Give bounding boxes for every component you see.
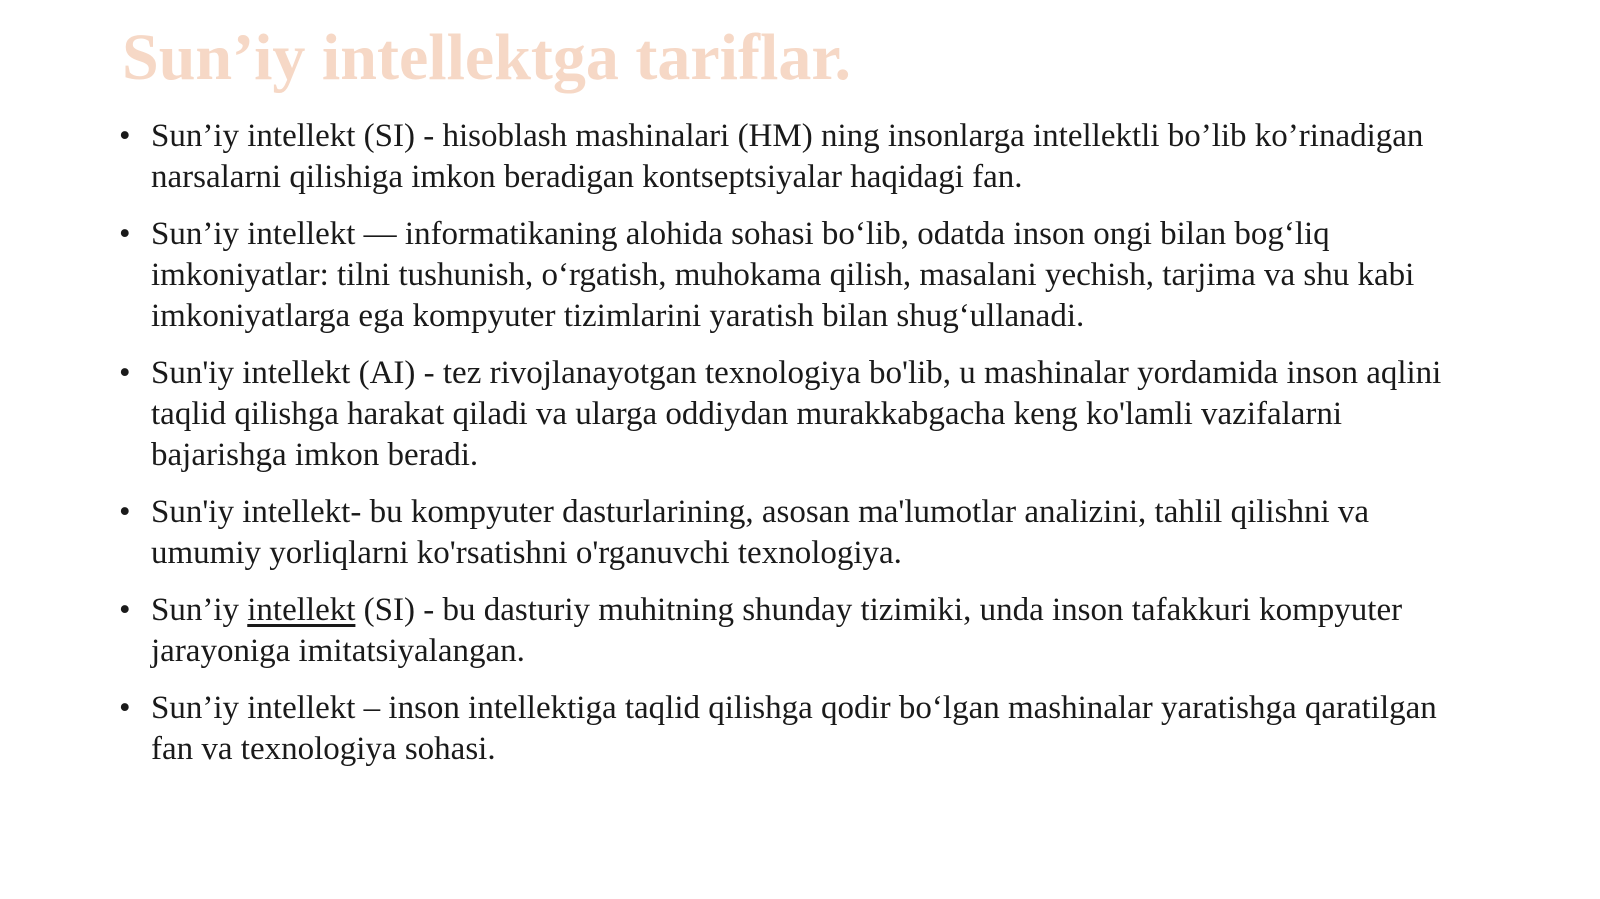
list-item-text-before: Sun’iy (151, 592, 248, 628)
list-item (0, 116, 1471, 198)
list-item (0, 353, 1471, 476)
intellekt-link[interactable]: intellekt (247, 592, 356, 628)
bullet-marker: • (119, 690, 131, 726)
bullet-marker: • (119, 118, 131, 154)
bullet-marker: • (119, 355, 131, 391)
bullet-marker: • (119, 494, 131, 530)
slide-title: Sun’iy intellektga tariflar. (122, 21, 852, 94)
list-item (0, 590, 1471, 672)
bullet-marker: • (119, 216, 131, 252)
list-item (0, 688, 1471, 770)
definition-list (0, 116, 1600, 786)
list-item-text-after: (SI) - bu dasturiy muhitning shunday tizimiki, unda inson tafakkuri kompyuter jarayoniga imitatsiyalangan. (151, 592, 1403, 669)
list-item-text: Sun’iy intellekt (SI) - hisoblash mashinalari (HM) ning insonlarga intellektli bo’lib ko’rinadigan narsalarni qilishiga imkon beradigan kontseptsiyalar haqidagi fan. (151, 118, 1424, 195)
list-item-text: Sun’iy intellekt – inson intellektiga taqlid qilishga qodir bo‘lgan mashinalar yaratishga qaratilgan fan va texnologiya sohasi. (151, 690, 1437, 767)
list-item-text: Sun'iy intellekt- bu kompyuter dasturlarining, asosan ma'lumotlar analizini, tahlil qilishni va umumiy yorliqlarni ko'rsatishni o'rganuvchi texnologiya. (151, 494, 1370, 571)
list-item (0, 214, 1471, 337)
list-item (0, 492, 1471, 574)
list-item-text: Sun’iy intellekt — informatikaning alohida sohasi bo‘lib, odatda inson ongi bilan bog‘liq imkoniyatlar: tilni tushunish, o‘rgatish, muhokama qilish, masalani yechish, tarjima va shu kabi imkoniyatlarga ega kompyuter tizimlarini yaratish bilan shug‘ullanadi. (151, 216, 1415, 334)
list-item-text: Sun'iy intellekt (AI) - tez rivojlanayotgan texnologiya bo'lib, u mashinalar yordamida inson aqlini taqlid qilishga harakat qiladi va ularga oddiydan murakkabgacha keng ko'lamli vazifalarni bajarishga imkon beradi. (151, 355, 1442, 473)
bullet-marker: • (119, 592, 131, 628)
